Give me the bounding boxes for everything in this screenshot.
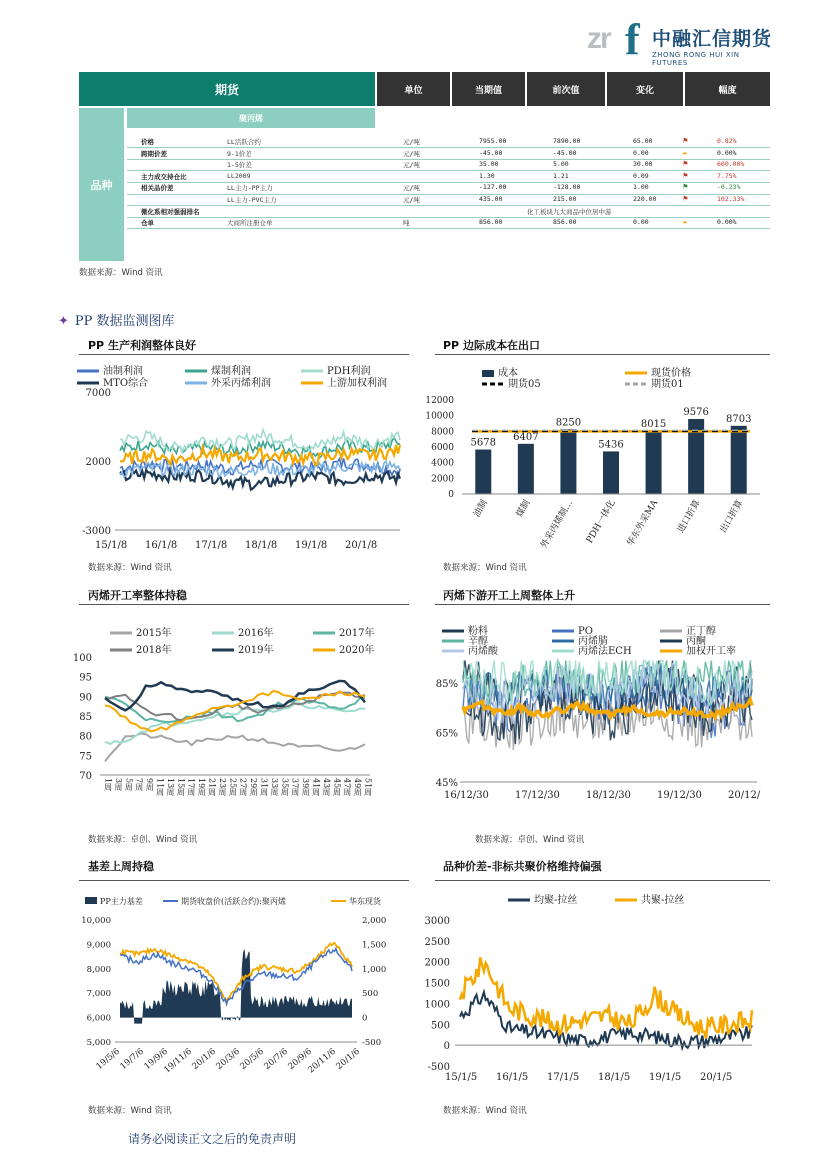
row-current: -45.00 (479, 148, 503, 157)
flat-flag-icon: ▬ (683, 149, 687, 157)
c1-xtick: 17/1/8 (195, 540, 228, 551)
row-contract: 1-5价差 (227, 161, 252, 170)
row-previous: 7890.00 (553, 137, 581, 145)
row-contract: 大商所注册仓单 (227, 219, 273, 228)
row-note: 化工板块九大商品中位居中游 (527, 207, 612, 216)
row-change: 220.00 (633, 195, 657, 203)
row-percent: 600.00% (717, 160, 745, 169)
c6-xtick: 15/1/5 (445, 1072, 478, 1083)
chart2-title: PP 边际成本在出口 (443, 339, 540, 352)
row-current: 435.00 (479, 195, 503, 203)
row-previous: 5.00 (553, 160, 569, 169)
c3-xtick: 39周 (301, 778, 311, 797)
c5-yleft-tick: 8,000 (86, 964, 111, 975)
c5-yleft-tick: 10,000 (81, 916, 111, 926)
c2-bar (603, 451, 619, 494)
c2-legend-2-label: 期货05 (508, 379, 541, 390)
c2-data-label: 5436 (598, 439, 624, 451)
c5-yright-tick: 500 (362, 989, 379, 1000)
row-unit: 元/吨 (403, 196, 420, 204)
chart1-title: PP 生产利润整体良好 (88, 339, 196, 352)
table-row (127, 148, 770, 160)
c3-xtick: 29周 (249, 778, 259, 797)
c5-xtick: 20/9/6 (286, 1046, 314, 1072)
c4-legend-1-label: PO (578, 626, 593, 637)
c5-yright-tick: 2,000 (362, 916, 387, 926)
c5-xtick: 19/7/6 (118, 1046, 146, 1072)
c3-xtick: 11周 (155, 778, 165, 797)
c3-ytick: 100 (72, 653, 92, 664)
c4-xtick: 17/12/30 (515, 790, 560, 801)
chart5-title: 基差上周持稳 (88, 860, 154, 873)
c5-legend-2-label: 华东现货 (349, 897, 381, 906)
c1-xtick: 16/1/8 (145, 540, 178, 551)
c1-xtick: 19/1/8 (295, 540, 328, 551)
c1-legend-1-label: 煤制利润 (211, 366, 251, 377)
c6-series-1 (460, 957, 752, 1038)
c5-xtick: 20/3/6 (214, 1046, 242, 1072)
row-percent: 0.00% (717, 148, 737, 157)
header-previous: 前次值 (525, 72, 605, 106)
c3-xtick: 37周 (290, 778, 300, 797)
chart-grade-spread (424, 892, 770, 1087)
logo-mark-zr: zr (587, 22, 610, 55)
c2-category: 油制 (472, 498, 490, 520)
chart-marginal-cost (425, 362, 770, 557)
table-row (127, 182, 770, 194)
c2-data-label: 8250 (555, 417, 582, 429)
c5-yright-tick: 1,500 (362, 940, 387, 951)
c5-xtick: 20/5/6 (238, 1046, 266, 1072)
row-label: 相关品价差 (141, 184, 174, 193)
table-source: 数据来源：Wind 资讯 (79, 268, 163, 278)
table-row (127, 217, 770, 229)
row-contract: LL活跃合约 (227, 138, 261, 146)
c5-yleft-tick: 9,000 (86, 940, 111, 951)
disclaimer-footer: 请务必阅读正文之后的免责声明 (128, 1132, 297, 1146)
c6-xtick: 18/1/5 (598, 1072, 631, 1083)
c4-ytick: 85% (435, 678, 458, 690)
c5-xtick: 19/11/6 (162, 1046, 194, 1076)
row-percent: 0.00% (717, 218, 737, 227)
c5-xtick: 19/5/6 (94, 1046, 122, 1072)
c3-xtick: 17周 (186, 778, 196, 797)
c5-legend-1-label: 期货收盘价(活跃合约):聚丙烯 (181, 897, 286, 906)
chart5-source: 数据来源：Wind 资讯 (88, 1106, 172, 1116)
row-current: -127.00 (479, 183, 507, 192)
row-change: 30.00 (633, 160, 653, 169)
c4-legend-5-label: 丙酮 (686, 636, 706, 647)
c3-legend-0-label: 2015年 (136, 628, 172, 639)
logo-mark-f: f (625, 15, 640, 64)
row-label: 跨期价差 (141, 149, 167, 158)
company-logo (587, 15, 777, 67)
row-label: 主力成交持仓比 (141, 172, 187, 181)
product-subheader: 聚丙烯 (127, 108, 375, 128)
c4-legend-8-label: 加权开工率 (686, 646, 736, 657)
c6-ytick: 1000 (424, 999, 450, 1011)
row-change: 0.00 (633, 218, 649, 227)
chart3-rule (79, 604, 409, 605)
diamond-bullet-icon: ✦ (58, 314, 69, 329)
c3-xtick: 35周 (280, 778, 290, 797)
row-current: 856.00 (479, 218, 503, 227)
c6-ytick: 3000 (424, 916, 450, 927)
c3-ytick: 95 (79, 672, 92, 684)
c5-xtick: 20/1/6 (190, 1046, 218, 1072)
c2-ytick: 2000 (431, 474, 454, 485)
c3-legend-5-label: 2020年 (339, 645, 375, 656)
row-percent: 7.75% (717, 171, 737, 180)
c3-legend-1-label: 2016年 (238, 628, 274, 639)
c1-xtick: 15/1/8 (95, 540, 128, 551)
row-current: 35.00 (479, 160, 499, 169)
table-row (127, 206, 770, 218)
c2-legend-0-label: 成本 (498, 368, 518, 379)
header-range: 幅度 (683, 72, 770, 106)
c3-series-5 (105, 691, 365, 731)
c1-ytick: -3000 (82, 526, 111, 537)
section-title-text: PP 数据监测图库 (74, 314, 175, 329)
c1-legend-5-label: 上游加权利润 (327, 378, 387, 389)
header-current: 当期值 (450, 72, 525, 106)
c6-xtick: 17/1/5 (547, 1072, 580, 1083)
flag-icon: ⚑ (683, 182, 688, 192)
c3-xtick: 19周 (197, 778, 207, 797)
row-unit: 元/吨 (403, 184, 420, 193)
c2-bar (560, 429, 576, 494)
flag-icon: ⚑ (683, 159, 688, 169)
c3-legend-3-label: 2018年 (136, 645, 172, 656)
c4-xtick: 19/12/30 (657, 790, 702, 801)
c6-legend-1-label: 共聚-拉丝 (641, 895, 685, 906)
c6-ytick: -500 (427, 1062, 450, 1073)
row-change: 0.09 (633, 171, 649, 180)
c5-yleft-tick: 5,000 (86, 1038, 111, 1048)
c3-legend-2-label: 2017年 (339, 628, 375, 639)
row-unit: 吨 (403, 219, 410, 228)
c2-bar (646, 431, 662, 494)
c2-legend-0-swatch (482, 370, 494, 377)
row-previous: 1.21 (553, 171, 569, 180)
row-contract: LL2009 (227, 171, 251, 180)
c2-data-label: 5678 (470, 437, 497, 449)
row-contract: 9-1价差 (227, 149, 252, 158)
c6-xtick: 19/1/5 (649, 1072, 682, 1083)
c2-bar (518, 444, 534, 494)
c4-legend-6-label: 丙烯酸 (468, 646, 498, 657)
c2-ytick: 0 (448, 490, 454, 500)
row-percent: 0.82% (717, 137, 737, 145)
c3-xtick: 9周 (145, 778, 155, 792)
c5-xtick: 20/7/6 (262, 1046, 290, 1072)
row-contract: LL主力-PVC主力 (227, 196, 277, 204)
c5-legend-0-swatch (85, 897, 97, 904)
chart3-title: 丙烯开工率整体持稳 (88, 589, 187, 602)
c4-legend-3-label: 辛醇 (468, 636, 488, 647)
c2-category: PDH一体化 (584, 498, 618, 546)
c3-xtick: 7周 (134, 778, 144, 792)
c4-legend-7-label: 丙烯法ECH (578, 646, 632, 657)
c5-yleft-tick: 6,000 (86, 1013, 111, 1024)
c3-ytick: 75 (79, 751, 92, 763)
c6-xtick: 20/1/5 (700, 1072, 733, 1083)
chart-downstream-operating-rate (430, 622, 770, 807)
c5-yright-tick: -500 (362, 1038, 382, 1048)
c6-ytick: 500 (430, 1020, 450, 1032)
c2-bar (731, 426, 747, 494)
c3-ytick: 90 (79, 692, 92, 704)
c2-category: 进口折算 (676, 498, 703, 535)
c2-data-label: 8703 (725, 413, 752, 425)
header-change: 变化 (605, 72, 683, 106)
flag-icon: ⚑ (683, 170, 688, 180)
c6-ytick: 1500 (424, 978, 450, 990)
c3-xtick: 45周 (332, 778, 342, 797)
row-unit: 元/吨 (403, 138, 420, 146)
c3-xtick: 31周 (259, 778, 269, 797)
c3-xtick: 49周 (353, 778, 363, 797)
c3-ytick: 70 (79, 771, 92, 782)
c3-xtick: 3周 (113, 778, 123, 792)
header-futures: 期货 (79, 72, 375, 106)
c2-category: 华东外采MA (625, 498, 661, 549)
c1-ytick: 7000 (85, 388, 111, 399)
c1-legend-3-label: MTO综合 (103, 378, 149, 389)
c2-ytick: 8000 (431, 427, 454, 438)
flag-icon: ⚑ (683, 136, 688, 145)
chart-production-profit (75, 362, 410, 557)
row-percent: 102.33% (717, 195, 745, 203)
c6-legend-0-label: 均聚-拉丝 (534, 895, 578, 906)
c1-legend-2-label: PDH利润 (327, 366, 371, 377)
c2-ytick: 4000 (431, 458, 454, 469)
chart3-source: 数据来源：卓创、Wind 资讯 (88, 835, 198, 845)
c5-yleft-tick: 7,000 (86, 989, 111, 1000)
c1-xtick: 20/1/8 (345, 540, 378, 551)
c2-legend-3-label: 期货01 (651, 379, 684, 390)
chart2-rule (435, 354, 770, 355)
c3-xtick: 47周 (342, 778, 352, 797)
row-change: 1.00 (633, 183, 649, 192)
c2-data-label: 8015 (640, 419, 667, 431)
row-unit: 元/吨 (403, 161, 420, 170)
c3-xtick: 5周 (124, 778, 134, 792)
header-unit: 单位 (375, 72, 450, 106)
c4-xtick: 20/12/ (728, 790, 761, 801)
table-row (127, 171, 770, 183)
c2-category: 煤制 (514, 498, 533, 520)
table-row (127, 159, 770, 171)
section-title (58, 310, 175, 329)
flag-icon: ⚑ (683, 194, 688, 203)
row-contract: LL主力-PP主力 (227, 184, 273, 193)
c1-legend-0-label: 油制利润 (103, 366, 143, 377)
logo-name: 中融汇信期货 (652, 28, 773, 50)
c2-bar (475, 450, 491, 494)
c3-xtick: 21周 (207, 778, 217, 797)
row-previous: -128.00 (553, 183, 581, 192)
c5-xtick: 20/11/6 (306, 1046, 338, 1076)
row-label: 仓单 (141, 219, 154, 228)
c3-xtick: 43周 (321, 778, 331, 797)
c2-ytick: 12000 (425, 396, 454, 406)
c2-ytick: 6000 (431, 443, 454, 453)
c4-ytick: 65% (435, 728, 458, 740)
row-previous: -45.00 (553, 148, 577, 157)
chart2-source: 数据来源：Wind 资讯 (443, 563, 527, 573)
c3-xtick: 13周 (165, 778, 175, 797)
table-header (79, 72, 770, 106)
c3-series-0 (105, 734, 365, 762)
c3-legend-4-label: 2019年 (238, 645, 274, 656)
category-cell: 品种 (79, 108, 124, 261)
chart1-source: 数据来源：Wind 资讯 (88, 563, 172, 573)
row-percent: -0.23% (717, 183, 741, 192)
c1-ytick: 2000 (85, 457, 111, 468)
chart-basis (75, 892, 410, 1087)
row-label: 微化系相对强弱排名 (141, 207, 200, 216)
chart6-title: 品种价差-非标共聚价格维持偏强 (443, 860, 602, 873)
c2-data-label: 6407 (513, 431, 539, 443)
c5-yright-tick: 1,000 (362, 964, 387, 975)
c2-legend-1-label: 现货价格 (651, 368, 691, 379)
c2-data-label: 9576 (683, 406, 709, 418)
c6-ytick: 0 (443, 1041, 450, 1053)
row-divider (127, 228, 770, 229)
row-unit: 元/吨 (403, 149, 420, 158)
c4-xtick: 18/12/30 (586, 790, 631, 801)
c3-xtick: 1周 (103, 778, 113, 792)
c3-ytick: 80 (79, 731, 92, 743)
c5-xtick: 19/9/6 (142, 1046, 170, 1072)
c6-ytick: 2000 (424, 957, 450, 969)
row-change: 0.00 (633, 148, 649, 157)
c1-legend-4-label: 外采丙烯利润 (211, 378, 271, 389)
logo-name-en: ZHONG RONG HUI XIN FUTURES (652, 51, 740, 67)
c2-category: 外采丙烯制… (539, 498, 576, 551)
c3-xtick: 25周 (228, 778, 238, 797)
flat-flag-icon: ▬ (683, 219, 687, 227)
c3-xtick: 23周 (217, 778, 227, 797)
row-change: 65.00 (633, 137, 653, 145)
c4-ytick: 45% (435, 778, 458, 789)
c3-xtick: 15周 (176, 778, 186, 797)
chart-propylene-operating-rate (72, 622, 410, 807)
c6-xtick: 16/1/5 (496, 1072, 529, 1083)
table-row (127, 136, 770, 148)
table-row (127, 194, 770, 206)
c3-ytick: 85 (79, 712, 92, 723)
c5-yright-tick: 0 (362, 1013, 368, 1024)
c3-xtick: 51周 (363, 778, 373, 797)
chart4-rule (435, 604, 770, 605)
chart1-rule (79, 354, 409, 355)
c2-ytick: 10000 (425, 411, 454, 422)
row-previous: 215.00 (553, 195, 577, 203)
row-label: 价格 (141, 138, 154, 146)
chart6-rule (435, 880, 770, 881)
chart6-source: 数据来源：Wind 资讯 (443, 1106, 527, 1116)
c3-xtick: 33周 (269, 778, 279, 797)
c1-xtick: 18/1/8 (245, 540, 278, 551)
c6-ytick: 2500 (424, 936, 450, 948)
c4-xtick: 16/12/30 (444, 790, 489, 801)
c2-category: 出口折算 (718, 498, 746, 535)
row-previous: 856.00 (553, 218, 577, 227)
chart4-title: 丙烯下游开工上周整体上升 (443, 589, 575, 602)
c5-legend-0-label: PP主力基差 (100, 897, 143, 906)
row-current: 7955.00 (479, 137, 507, 145)
c4-legend-2-label: 正丁醇 (686, 626, 716, 637)
c4-legend-0-label: 粉料 (468, 626, 488, 637)
c3-xtick: 27周 (238, 778, 248, 797)
chart4-source: 数据来源：卓创、Wind 资讯 (475, 835, 585, 845)
row-current: 1.30 (479, 171, 495, 180)
c3-xtick: 41周 (311, 778, 321, 797)
chart5-rule (79, 880, 409, 881)
c5-xtick: 20/1/6 (334, 1046, 362, 1072)
c4-legend-4-label: 丙烯腈 (578, 636, 608, 647)
